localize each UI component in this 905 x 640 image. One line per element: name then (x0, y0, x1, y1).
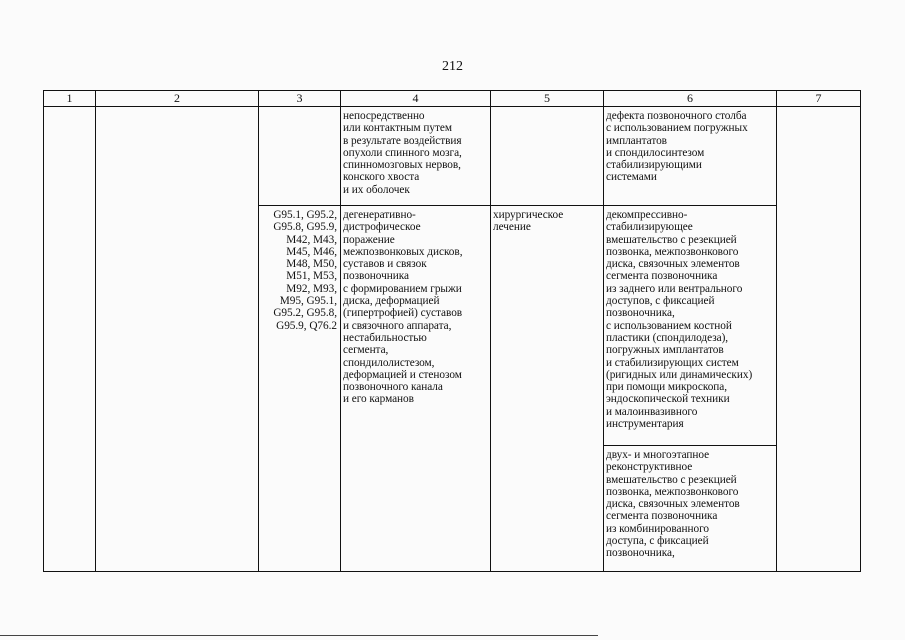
column-header-6: 6 (687, 91, 693, 105)
column-header-4: 4 (412, 91, 419, 105)
table-right-border (860, 90, 861, 572)
table-bottom-border (43, 571, 861, 572)
column-header-2: 2 (174, 91, 180, 105)
column-header-5: 5 (544, 91, 550, 105)
row-2-treatment-type: хирургическое лечение (493, 209, 564, 234)
row-2-treatment-method-alt: двух- и многоэтапное реконструктивное вмешательство с резекцией позвонка, межпозвонкового диска, связочных элементов сегмента позвоночника из комбинированного доступа, с фиксацией позвоночника, (606, 449, 740, 560)
row-2-patient-model: дегенеративно- дистрофическое поражение межпозвонковых дисков, суставов и связок позвоночника с формированием грыжи диска, деформацией (гипертрофией) суставов и связочного аппарата, нестабильностью сегмента, спондилолистезом, деформацией и стенозом позвоночного канала и его карманов (343, 209, 463, 406)
row-1-treatment-method: дефекта позвоночного столба с использованием погружных имплантатов и спондилосинтезом стабилизирующими системами (606, 110, 748, 184)
col-divider-3 (340, 90, 341, 572)
col-divider-5 (603, 90, 604, 572)
col-divider-4 (490, 90, 491, 572)
row-divider-1 (258, 205, 776, 206)
column-header-1: 1 (66, 91, 73, 105)
table-left-border (43, 90, 44, 572)
header-bottom-border (43, 106, 861, 107)
row-divider-2 (603, 445, 776, 446)
column-header-3: 3 (296, 91, 303, 105)
col-divider-1 (95, 90, 96, 572)
col-divider-6 (776, 90, 777, 572)
row-1-patient-model: непосредственно или контактным путем в результате воздействия опухоли спинного мозга, спинномозговых нервов, конского хвоста и их оболочек (343, 110, 462, 196)
page-number: 212 (442, 59, 463, 74)
column-header-7: 7 (815, 91, 822, 105)
row-2-treatment-method: декомпрессивно- стабилизирующее вмешательство с резекцией позвонка, межпозвонкового диска, связочных элементов сегмента позвоночника из заднего или вентрального доступов, с фиксацией позвоночника, с использованием костной пластики (спондилодеза), погружных имплантатов и стабилизирующих систем (ригидных или динамических) при помощи микроскопа, эндоскопической техники и малоинвазивного инструментария (606, 209, 753, 431)
row-2-icd-codes: G95.1, G95.2, G95.8, G95.9, M42, M43, M45, M46, M48, M50, M51, M53, M92, M93, M95, G95.1, G95.2, G95.8, G95.9, Q76.2 (273, 209, 337, 332)
col-divider-2 (258, 90, 259, 572)
page-bottom-line (0, 635, 598, 636)
